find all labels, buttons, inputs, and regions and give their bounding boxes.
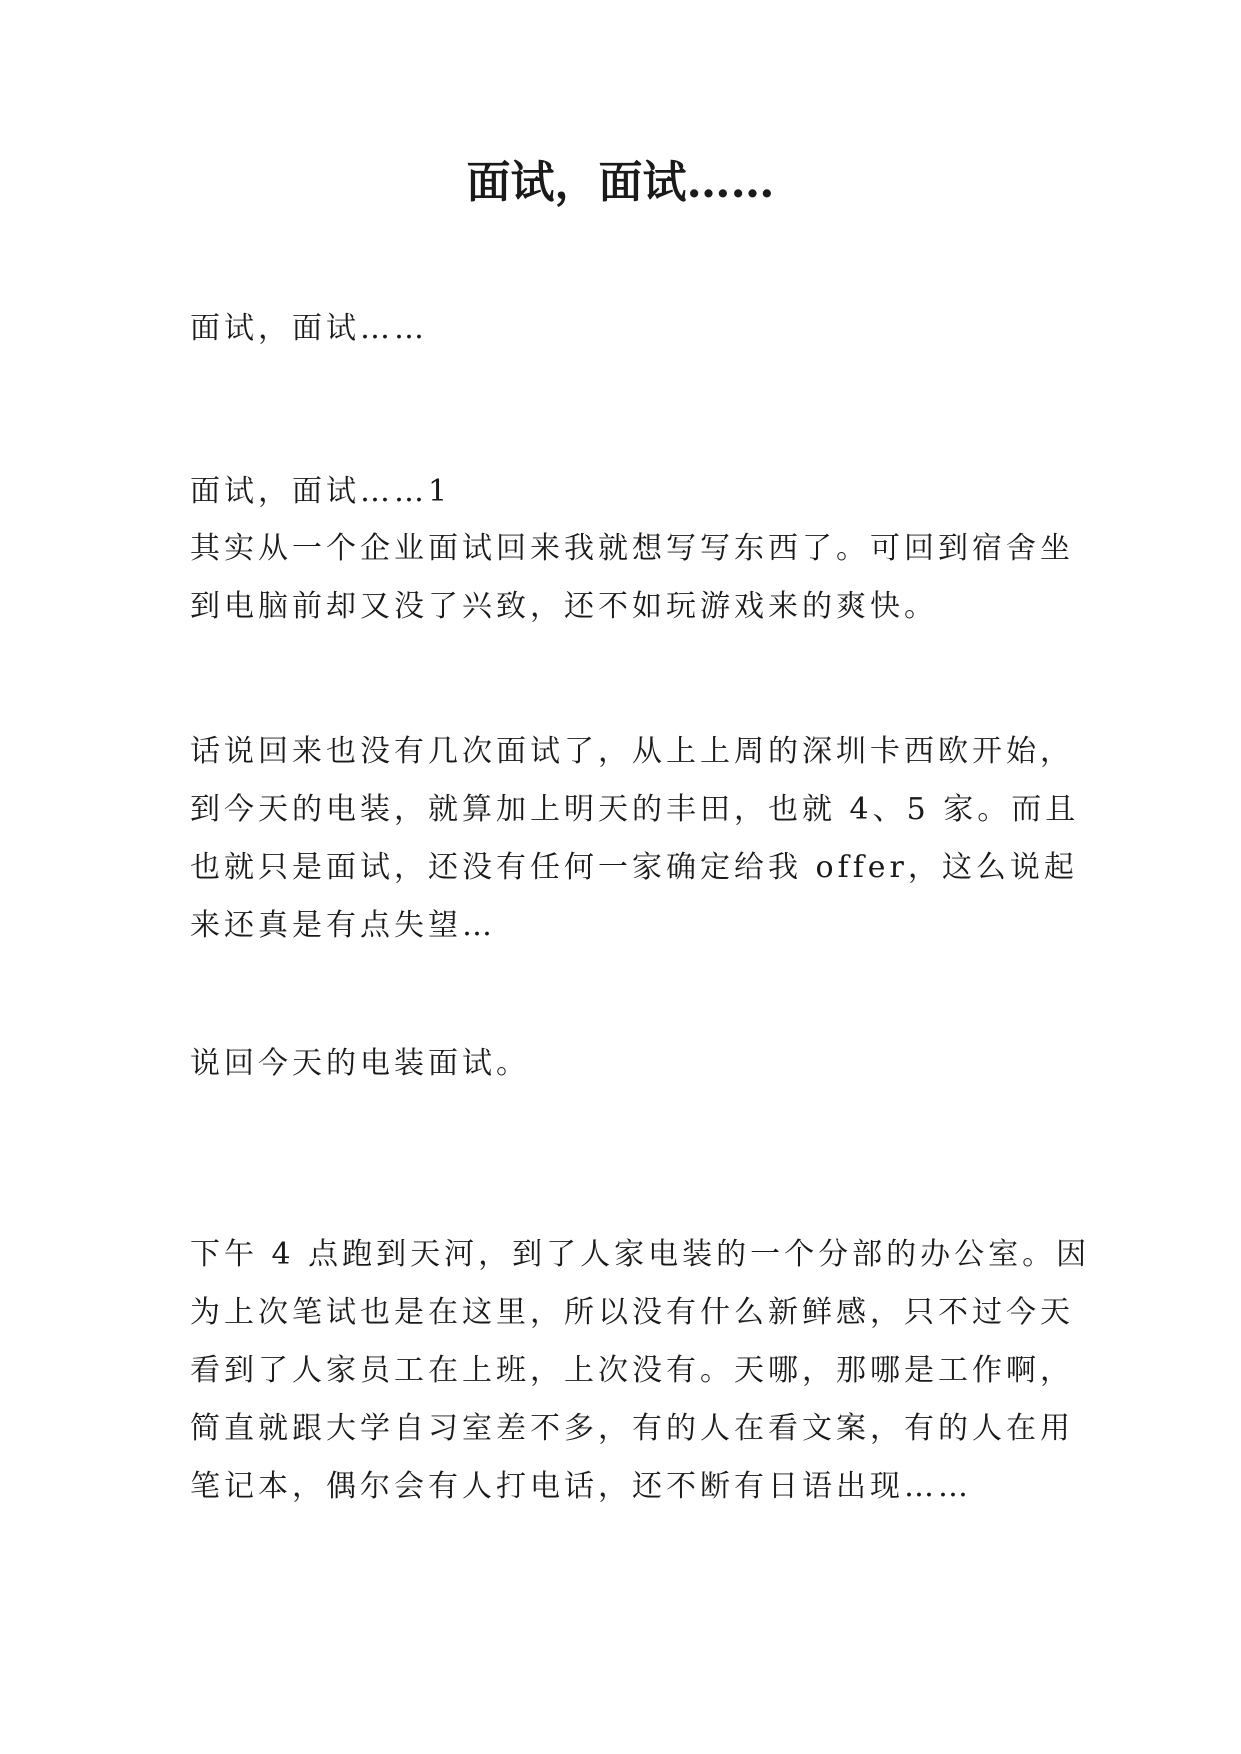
paragraph-4 (190, 1226, 1091, 1516)
paragraph-line: 也就只是面试，还没有任何一家确定给我 offer，这么说起 (190, 850, 1078, 885)
paragraph-3 (190, 1035, 1070, 1093)
paragraph-line: 到今天的电装，就算加上明天的丰田，也就 4、5 家。而且 (190, 792, 1080, 827)
paragraph-line: 来还真是有点失望… (190, 908, 496, 943)
paragraph-line: 简直就跟大学自习室差不多，有的人在看文案，有的人在用 (190, 1411, 1074, 1446)
paragraph-line: 看到了人家员工在上班，上次没有。天哪，那哪是工作啊， (190, 1353, 1074, 1388)
paragraph-line: 说回今天的电装面试。 (190, 1046, 530, 1081)
paragraph-2 (190, 723, 1080, 955)
page-title: 面试，面试…… (466, 157, 775, 208)
paragraph-line: 话说回来也没有几次面试了，从上上周的深圳卡西欧开始， (190, 734, 1074, 769)
section-heading: 面试，面试……1 (190, 474, 452, 509)
document-subtitle: 面试，面试…… (190, 311, 428, 346)
paragraph-1 (190, 520, 1074, 636)
paragraph-line: 笔记本，偶尔会有人打电话，还不断有日语出现…… (190, 1469, 972, 1504)
paragraph-line: 其实从一个企业面试回来我就想写写东西了。可回到宿舍坐 (190, 531, 1074, 566)
paragraph-line: 为上次笔试也是在这里，所以没有什么新鲜感，只不过今天 (190, 1295, 1074, 1330)
paragraph-line: 下午 4 点跑到天河，到了人家电装的一个分部的办公室。因 (190, 1237, 1091, 1272)
paragraph-line: 到电脑前却又没了兴致，还不如玩游戏来的爽快。 (190, 589, 938, 624)
